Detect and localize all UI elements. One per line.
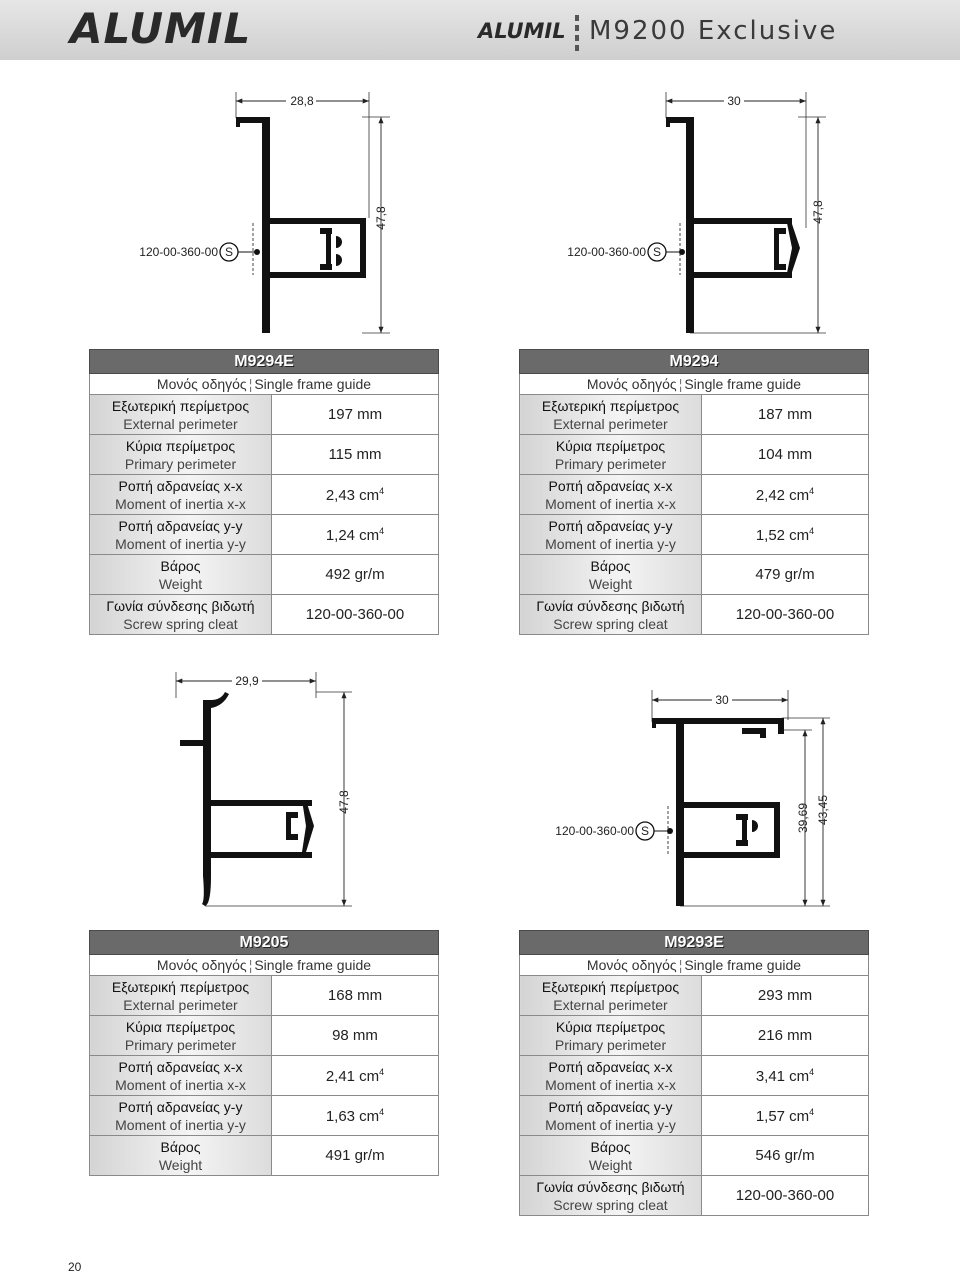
spec-title: M9205 xyxy=(90,931,439,955)
alumil-logo-small: ALUMIL xyxy=(478,19,566,43)
dim-height-inner: 39,69 xyxy=(796,802,810,834)
spec-value: 546 gr/m xyxy=(755,1147,815,1164)
subtitle-english: Single frame guide xyxy=(254,957,372,973)
spec-value: 98 mm xyxy=(332,1027,378,1044)
series-title: M9200 Exclusive xyxy=(589,16,838,46)
spec-value: 1,52 cm xyxy=(755,526,810,544)
table-row: Ροπή αδρανείας y-y Moment of inertia y-y 1,63 $cm^4$ xyxy=(90,1096,439,1136)
table-row: Εξωτερική περίμετρος External perimeter 293 mm xyxy=(520,976,869,1016)
table-row: Ροπή αδρανείας x-x Moment of inertia x-x 2,42 $cm^4$ xyxy=(520,475,869,515)
table-row: Ροπή αδρανείας y-y Moment of inertia y-y 1,57 $cm^4$ xyxy=(520,1096,869,1136)
table-row: Εξωτερική περίμετρος External perimeter 168 mm xyxy=(90,976,439,1016)
screw-cleat-code: 120-00-360-00 xyxy=(567,245,646,259)
spec-value: 115 mm xyxy=(328,446,382,463)
dim-height: 47,8 xyxy=(337,790,351,814)
spec-title: M9293E xyxy=(520,931,869,955)
subtitle-english: Single frame guide xyxy=(684,376,802,392)
spec-value: 187 mm xyxy=(757,406,813,423)
table-row: Εξωτερική περίμετρος External perimeter 187 mm xyxy=(520,395,869,435)
spec-value: 1,63 cm xyxy=(325,1107,380,1125)
spec-value: 479 gr/m xyxy=(755,566,815,583)
table-row: Βάρος Weight 546 gr/m xyxy=(520,1136,869,1176)
screw-cleat-code: 120-00-360-00 xyxy=(139,245,218,259)
spec-value: 197 mm xyxy=(327,406,383,423)
spec-value: 491 gr/m xyxy=(325,1147,385,1164)
table-row: Γωνία σύνδεσης βιδωτή Screw spring cleat 120-00-360-00 xyxy=(90,595,439,635)
table-row: Γωνία σύνδεσης βιδωτή Screw spring cleat 120-00-360-00 xyxy=(520,1176,869,1216)
table-row: Εξωτερική περίμετρος External perimeter 197 mm xyxy=(90,395,439,435)
spec-value: 3,41 cm xyxy=(755,1067,810,1085)
screw-s-label: S xyxy=(640,824,650,838)
spec-subtitle: Μονός οδηγός ¦ Single frame guide xyxy=(90,955,439,976)
spec-value: 104 mm xyxy=(757,446,813,463)
subtitle-greek: Μονός οδηγός xyxy=(156,376,247,392)
subtitle-english: Single frame guide xyxy=(684,957,802,973)
screw-cleat-code: 120-00-360-00 xyxy=(555,824,634,838)
spec-table-m9294e xyxy=(89,349,439,635)
table-row: Ροπή αδρανείας x-x Moment of inertia x-x 2,43 $cm^4$ xyxy=(90,475,439,515)
table-row: Βάρος Weight 479 gr/m xyxy=(520,555,869,595)
table-row: Γωνία σύνδεσης βιδωτή Screw spring cleat 120-00-360-00 xyxy=(520,595,869,635)
page-number: 20 xyxy=(68,1260,82,1274)
profile-drawing-m9205 xyxy=(176,672,352,906)
spec-value: 293 mm xyxy=(757,987,813,1004)
subtitle-greek: Μονός οδηγός xyxy=(586,957,677,973)
table-row: Ροπή αδρανείας y-y Moment of inertia y-y 1,52 $cm^4$ xyxy=(520,515,869,555)
spec-value: 1,24 cm xyxy=(325,526,380,544)
profile-drawing-m9293e xyxy=(555,690,830,906)
spec-title: M9294E xyxy=(90,350,439,374)
spec-value: 492 gr/m xyxy=(325,566,385,583)
spec-value: 168 mm xyxy=(327,987,383,1004)
dim-height: 47,8 xyxy=(811,200,825,224)
table-row: Κύρια περίμετρος Primary perimeter 216 mm xyxy=(520,1016,869,1056)
table-row: Ροπή αδρανείας x-x Moment of inertia x-x 3,41 $cm^4$ xyxy=(520,1056,869,1096)
table-row: Βάρος Weight 492 gr/m xyxy=(90,555,439,595)
dim-width: 28,8 xyxy=(290,94,314,108)
subtitle-english: Single frame guide xyxy=(254,376,372,392)
table-row: Βάρος Weight 491 gr/m xyxy=(90,1136,439,1176)
table-row: Ροπή αδρανείας x-x Moment of inertia x-x 2,41 $cm^4$ xyxy=(90,1056,439,1096)
spec-value: 2,42 cm xyxy=(755,486,810,504)
spec-value: 120-00-360-00 xyxy=(735,606,835,623)
table-row: Κύρια περίμετρος Primary perimeter 104 mm xyxy=(520,435,869,475)
spec-subtitle: Μονός οδηγός ¦ Single frame guide xyxy=(520,374,869,395)
spec-subtitle: Μονός οδηγός ¦ Single frame guide xyxy=(90,374,439,395)
spec-table-m9294 xyxy=(519,349,869,635)
table-row: Κύρια περίμετρος Primary perimeter 115 mm xyxy=(90,435,439,475)
subtitle-greek: Μονός οδηγός xyxy=(586,376,677,392)
dim-width: 30 xyxy=(727,94,741,108)
spec-value: 1,57 cm xyxy=(755,1107,810,1125)
table-row: Ροπή αδρανείας y-y Moment of inertia y-y 1,24 $cm^4$ xyxy=(90,515,439,555)
dim-height: 47,8 xyxy=(374,206,388,230)
screw-s-label: S xyxy=(224,245,234,259)
table-row: Κύρια περίμετρος Primary perimeter 98 mm xyxy=(90,1016,439,1056)
dim-width: 30 xyxy=(715,693,729,707)
spec-value: 2,43 cm xyxy=(325,486,380,504)
dim-width: 29,9 xyxy=(235,674,259,688)
profile-drawing-m9294e xyxy=(139,92,390,333)
spec-title: M9294 xyxy=(520,350,869,374)
alumil-logo: ALUMIL xyxy=(70,4,252,53)
subtitle-greek: Μονός οδηγός xyxy=(156,957,247,973)
screw-s-label: S xyxy=(652,245,662,259)
spec-subtitle: Μονός οδηγός ¦ Single frame guide xyxy=(520,955,869,976)
spec-value: 216 mm xyxy=(757,1027,813,1044)
spec-value: 120-00-360-00 xyxy=(735,1187,835,1204)
spec-table-m9293e xyxy=(519,930,869,1216)
spec-table-m9205 xyxy=(89,930,439,1176)
spec-value: 2,41 cm xyxy=(325,1067,380,1085)
dim-height-outer: 43,45 xyxy=(816,794,830,826)
profile-drawing-m9294 xyxy=(567,92,826,333)
spec-value: 120-00-360-00 xyxy=(305,606,405,623)
